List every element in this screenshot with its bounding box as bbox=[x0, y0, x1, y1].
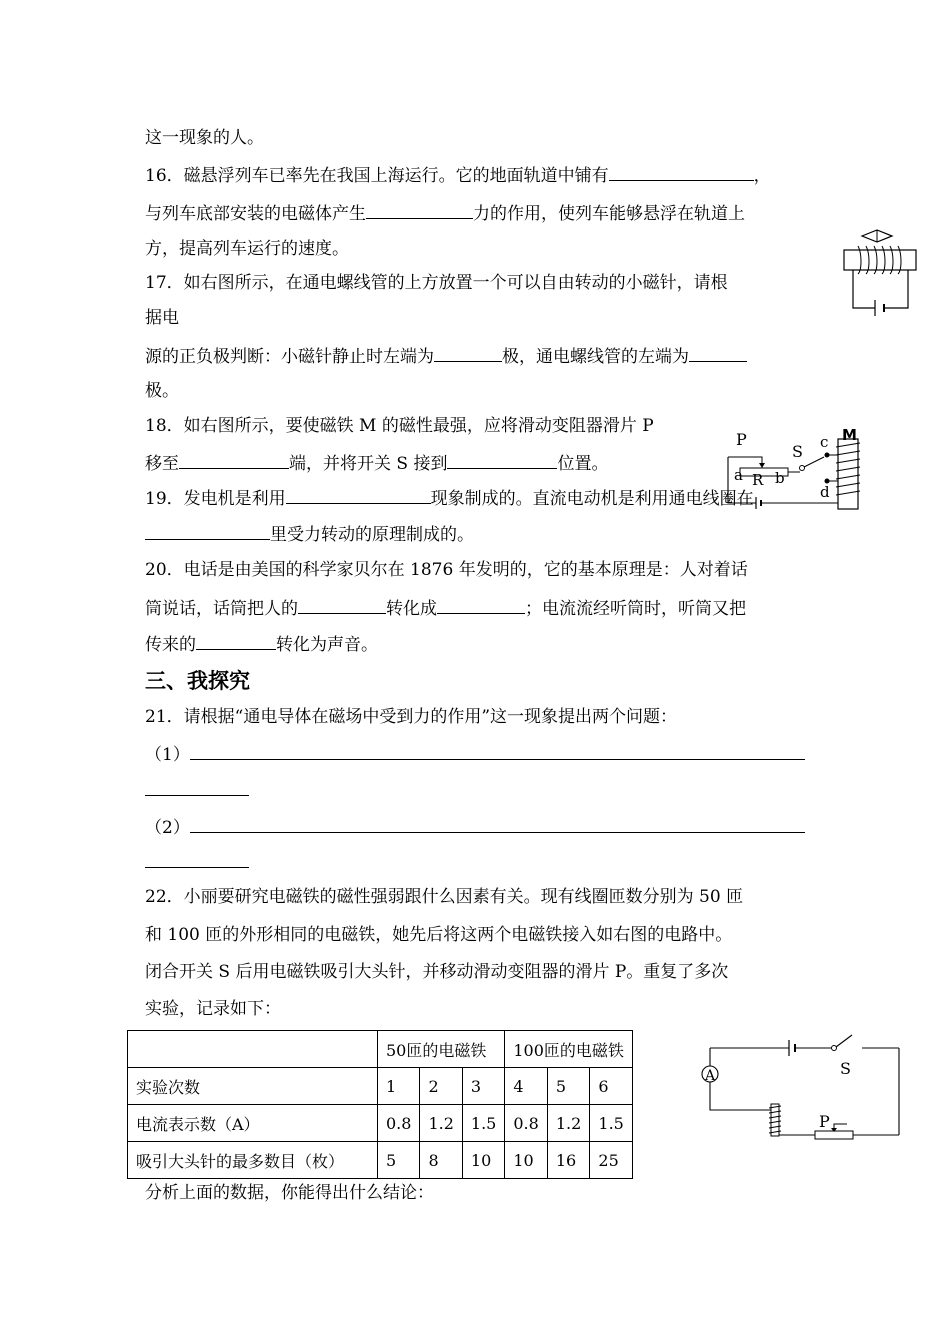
table-cell: 2 bbox=[420, 1068, 462, 1105]
experiment-circuit-figure bbox=[695, 1030, 910, 1145]
text-line: 源的正负极判断：小磁针静止时左端为 极，通电螺线管的左端为 bbox=[145, 344, 747, 368]
answer-blank[interactable] bbox=[689, 344, 747, 362]
text-line: 极。 bbox=[145, 381, 179, 401]
table-cell: 5 bbox=[378, 1142, 420, 1179]
table-header-row bbox=[128, 1031, 633, 1068]
answer-blank[interactable] bbox=[447, 451, 557, 469]
table-row bbox=[128, 1105, 633, 1142]
table-cell: 0.8 bbox=[505, 1105, 548, 1142]
table-cell: 1.5 bbox=[590, 1105, 633, 1142]
table-cell: 8 bbox=[420, 1142, 462, 1179]
text-line: 实验，记录如下： bbox=[145, 999, 281, 1019]
answer-blank[interactable] bbox=[145, 778, 249, 796]
table-cell: 10 bbox=[462, 1142, 504, 1179]
answer-blank[interactable] bbox=[437, 596, 525, 614]
section-heading: 三、我探究 bbox=[145, 669, 250, 693]
text-line: 闭合开关 S 后用电磁铁吸引大头针，并移动滑动变阻器的滑片 P。重复了多次 bbox=[145, 962, 729, 982]
svg-text:c: c bbox=[820, 433, 829, 451]
text-line bbox=[145, 850, 249, 874]
answer-blank[interactable] bbox=[145, 850, 249, 868]
table-cell: 6 bbox=[590, 1068, 633, 1105]
text-line: 方，提高列车运行的速度。 bbox=[145, 239, 349, 259]
text-line: 和 100 匝的外形相同的电磁铁，她先后将这两个电磁铁接入如右图的电路中。 bbox=[145, 925, 733, 945]
answer-blank[interactable] bbox=[434, 344, 502, 362]
text-line: 据电 bbox=[145, 308, 179, 328]
table-cell: 1.5 bbox=[462, 1105, 504, 1142]
question-17: 17．如右图所示，在通电螺线管的上方放置一个可以自由转动的小磁针，请根 bbox=[145, 273, 728, 293]
text-line: 这一现象的人。 bbox=[145, 128, 264, 148]
text-line: 传来的 转化为声音。 bbox=[145, 632, 378, 656]
svg-text:b: b bbox=[775, 469, 785, 487]
electromagnet-circuit-figure bbox=[720, 425, 870, 517]
table-cell: 25 bbox=[590, 1142, 633, 1179]
question-21: 21．请根据“通电导体在磁场中受到力的作用”这一现象提出两个问题： bbox=[145, 707, 678, 727]
table-cell: 5 bbox=[547, 1068, 590, 1105]
text-line: 移至 端，并将开关 S 接到 位置。 bbox=[145, 451, 608, 475]
table-cell: 1 bbox=[378, 1068, 420, 1105]
text-line bbox=[145, 778, 249, 802]
answer-blank[interactable] bbox=[190, 742, 805, 760]
text-line: （2） bbox=[145, 815, 805, 839]
table-cell: 10 bbox=[505, 1142, 548, 1179]
answer-blank[interactable] bbox=[286, 486, 431, 504]
answer-blank[interactable] bbox=[196, 632, 276, 650]
solenoid-compass-figure bbox=[840, 226, 920, 318]
answer-blank[interactable] bbox=[298, 596, 386, 614]
svg-text:P: P bbox=[736, 430, 747, 449]
svg-text:P: P bbox=[819, 1112, 830, 1131]
question-19: 19．发电机是利用 现象制成的。直流电动机是利用通电线圈在 bbox=[145, 486, 754, 510]
table-header-cell: 100匝的电磁铁 bbox=[505, 1031, 633, 1068]
question-18: 18．如右图所示，要使磁铁 M 的磁性最强，应将滑动变阻器滑片 P bbox=[145, 416, 654, 436]
text-line: 与列车底部安装的电磁体产生 力的作用，使列车能够悬浮在轨道上 bbox=[145, 201, 745, 225]
table-cell: 4 bbox=[505, 1068, 548, 1105]
svg-text:R: R bbox=[752, 471, 764, 489]
text-line: 里受力转动的原理制成的。 bbox=[145, 522, 474, 546]
table-cell: 0.8 bbox=[378, 1105, 420, 1142]
table-row bbox=[128, 1142, 633, 1179]
text-line: （1） bbox=[145, 742, 805, 766]
answer-blank[interactable] bbox=[190, 815, 805, 833]
svg-text:S: S bbox=[792, 442, 803, 461]
svg-text:d: d bbox=[820, 483, 830, 501]
text-line: 分析上面的数据，你能得出什么结论： bbox=[145, 1183, 434, 1203]
svg-text:a: a bbox=[734, 466, 743, 484]
text-line: 筒说话，话筒把人的 转化成 ；电流流经听筒时，听筒又把 bbox=[145, 596, 746, 620]
table-cell: 1.2 bbox=[420, 1105, 462, 1142]
question-22: 22．小丽要研究电磁铁的磁性强弱跟什么因素有关。现有线圈匝数分别为 50 匝 bbox=[145, 887, 744, 907]
svg-text:A: A bbox=[705, 1068, 716, 1084]
table-cell bbox=[128, 1031, 378, 1068]
table-cell: 实验次数 bbox=[128, 1068, 378, 1105]
table-cell: 1.2 bbox=[547, 1105, 590, 1142]
experiment-table bbox=[127, 1030, 633, 1179]
svg-text:M: M bbox=[842, 426, 857, 444]
table-header-cell: 50匝的电磁铁 bbox=[378, 1031, 505, 1068]
answer-blank[interactable] bbox=[366, 201, 473, 219]
answer-blank[interactable] bbox=[179, 451, 289, 469]
question-16: 16．磁悬浮列车已率先在我国上海运行。它的地面轨道中铺有 ， bbox=[145, 163, 771, 187]
answer-blank[interactable] bbox=[145, 522, 270, 540]
table-cell: 3 bbox=[462, 1068, 504, 1105]
table-row bbox=[128, 1068, 633, 1105]
answer-blank[interactable] bbox=[609, 163, 754, 181]
table-cell: 吸引大头针的最多数目（枚） bbox=[128, 1142, 378, 1179]
svg-text:S: S bbox=[840, 1059, 851, 1078]
question-20: 20．电话是由美国的科学家贝尔在 1876 年发明的，它的基本原理是：人对着话 bbox=[145, 560, 748, 580]
table-cell: 16 bbox=[547, 1142, 590, 1179]
table-cell: 电流表示数（A） bbox=[128, 1105, 378, 1142]
